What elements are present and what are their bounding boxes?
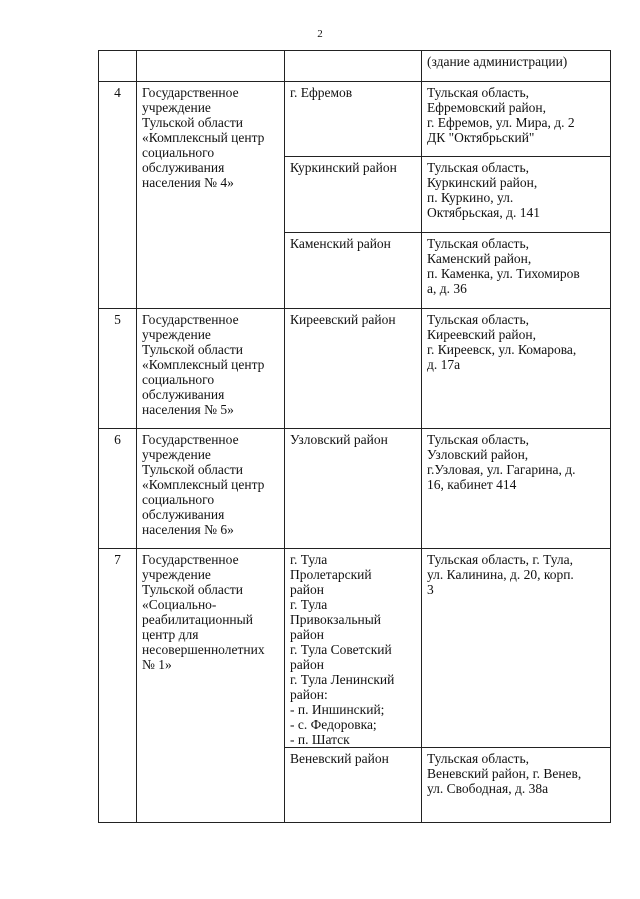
row-number: 4 [99, 82, 137, 309]
address-cell: Тульская область, Каменский район, п. Каменка, ул. Тихомиров а, д. 36 [422, 233, 611, 309]
district-cell: г. Тула Пролетарский район г. Тула Привокзальный район г. Тула Советский район г. Тула Ленинский район: - п. Иншинский; - с. Федоровка; - п. Шатск [285, 549, 422, 748]
district-cell: Узловский район [285, 429, 422, 549]
institutions-table [98, 50, 611, 823]
address-cell: Тульская область, Узловский район, г.Узловая, ул. Гагарина, д. 16, кабинет 414 [422, 429, 611, 549]
cell-empty [285, 51, 422, 82]
table-row [99, 429, 611, 549]
address-cell: Тульская область, г. Тула, ул. Калинина, д. 20, корп. 3 [422, 549, 611, 748]
district-cell: Веневский район [285, 748, 422, 823]
district-cell: г. Ефремов [285, 82, 422, 157]
organization-cell: Государственное учреждение Тульской области «Комплексный центр социального обслуживания населения № 5» [137, 309, 285, 429]
address-cell: Тульская область, Куркинский район, п. Куркино, ул. Октябрьская, д. 141 [422, 157, 611, 233]
table-row [99, 309, 611, 429]
address-cell: (здание администрации) [422, 51, 611, 82]
row-number: 6 [99, 429, 137, 549]
district-cell: Куркинский район [285, 157, 422, 233]
table-row [99, 549, 611, 748]
continuation-row [99, 51, 611, 82]
address-cell: Тульская область, Веневский район, г. Венев, ул. Свободная, д. 38а [422, 748, 611, 823]
organization-cell: Государственное учреждение Тульской области «Комплексный центр социального обслуживания населения № 6» [137, 429, 285, 549]
page-number: 2 [317, 28, 323, 40]
organization-cell: Государственное учреждение Тульской области «Социально- реабилитационный центр для несовершеннолетних № 1» [137, 549, 285, 823]
organization-cell: Государственное учреждение Тульской области «Комплексный центр социального обслуживания населения № 4» [137, 82, 285, 309]
district-cell: Киреевский район [285, 309, 422, 429]
address-cell: Тульская область, Ефремовский район, г. Ефремов, ул. Мира, д. 2 ДК "Октябрьский" [422, 82, 611, 157]
address-cell: Тульская область, Киреевский район, г. Киреевск, ул. Комарова, д. 17а [422, 309, 611, 429]
row-number: 5 [99, 309, 137, 429]
row-number: 7 [99, 549, 137, 823]
cell-empty [137, 51, 285, 82]
cell-empty [99, 51, 137, 82]
table-row [99, 82, 611, 157]
district-cell: Каменский район [285, 233, 422, 309]
